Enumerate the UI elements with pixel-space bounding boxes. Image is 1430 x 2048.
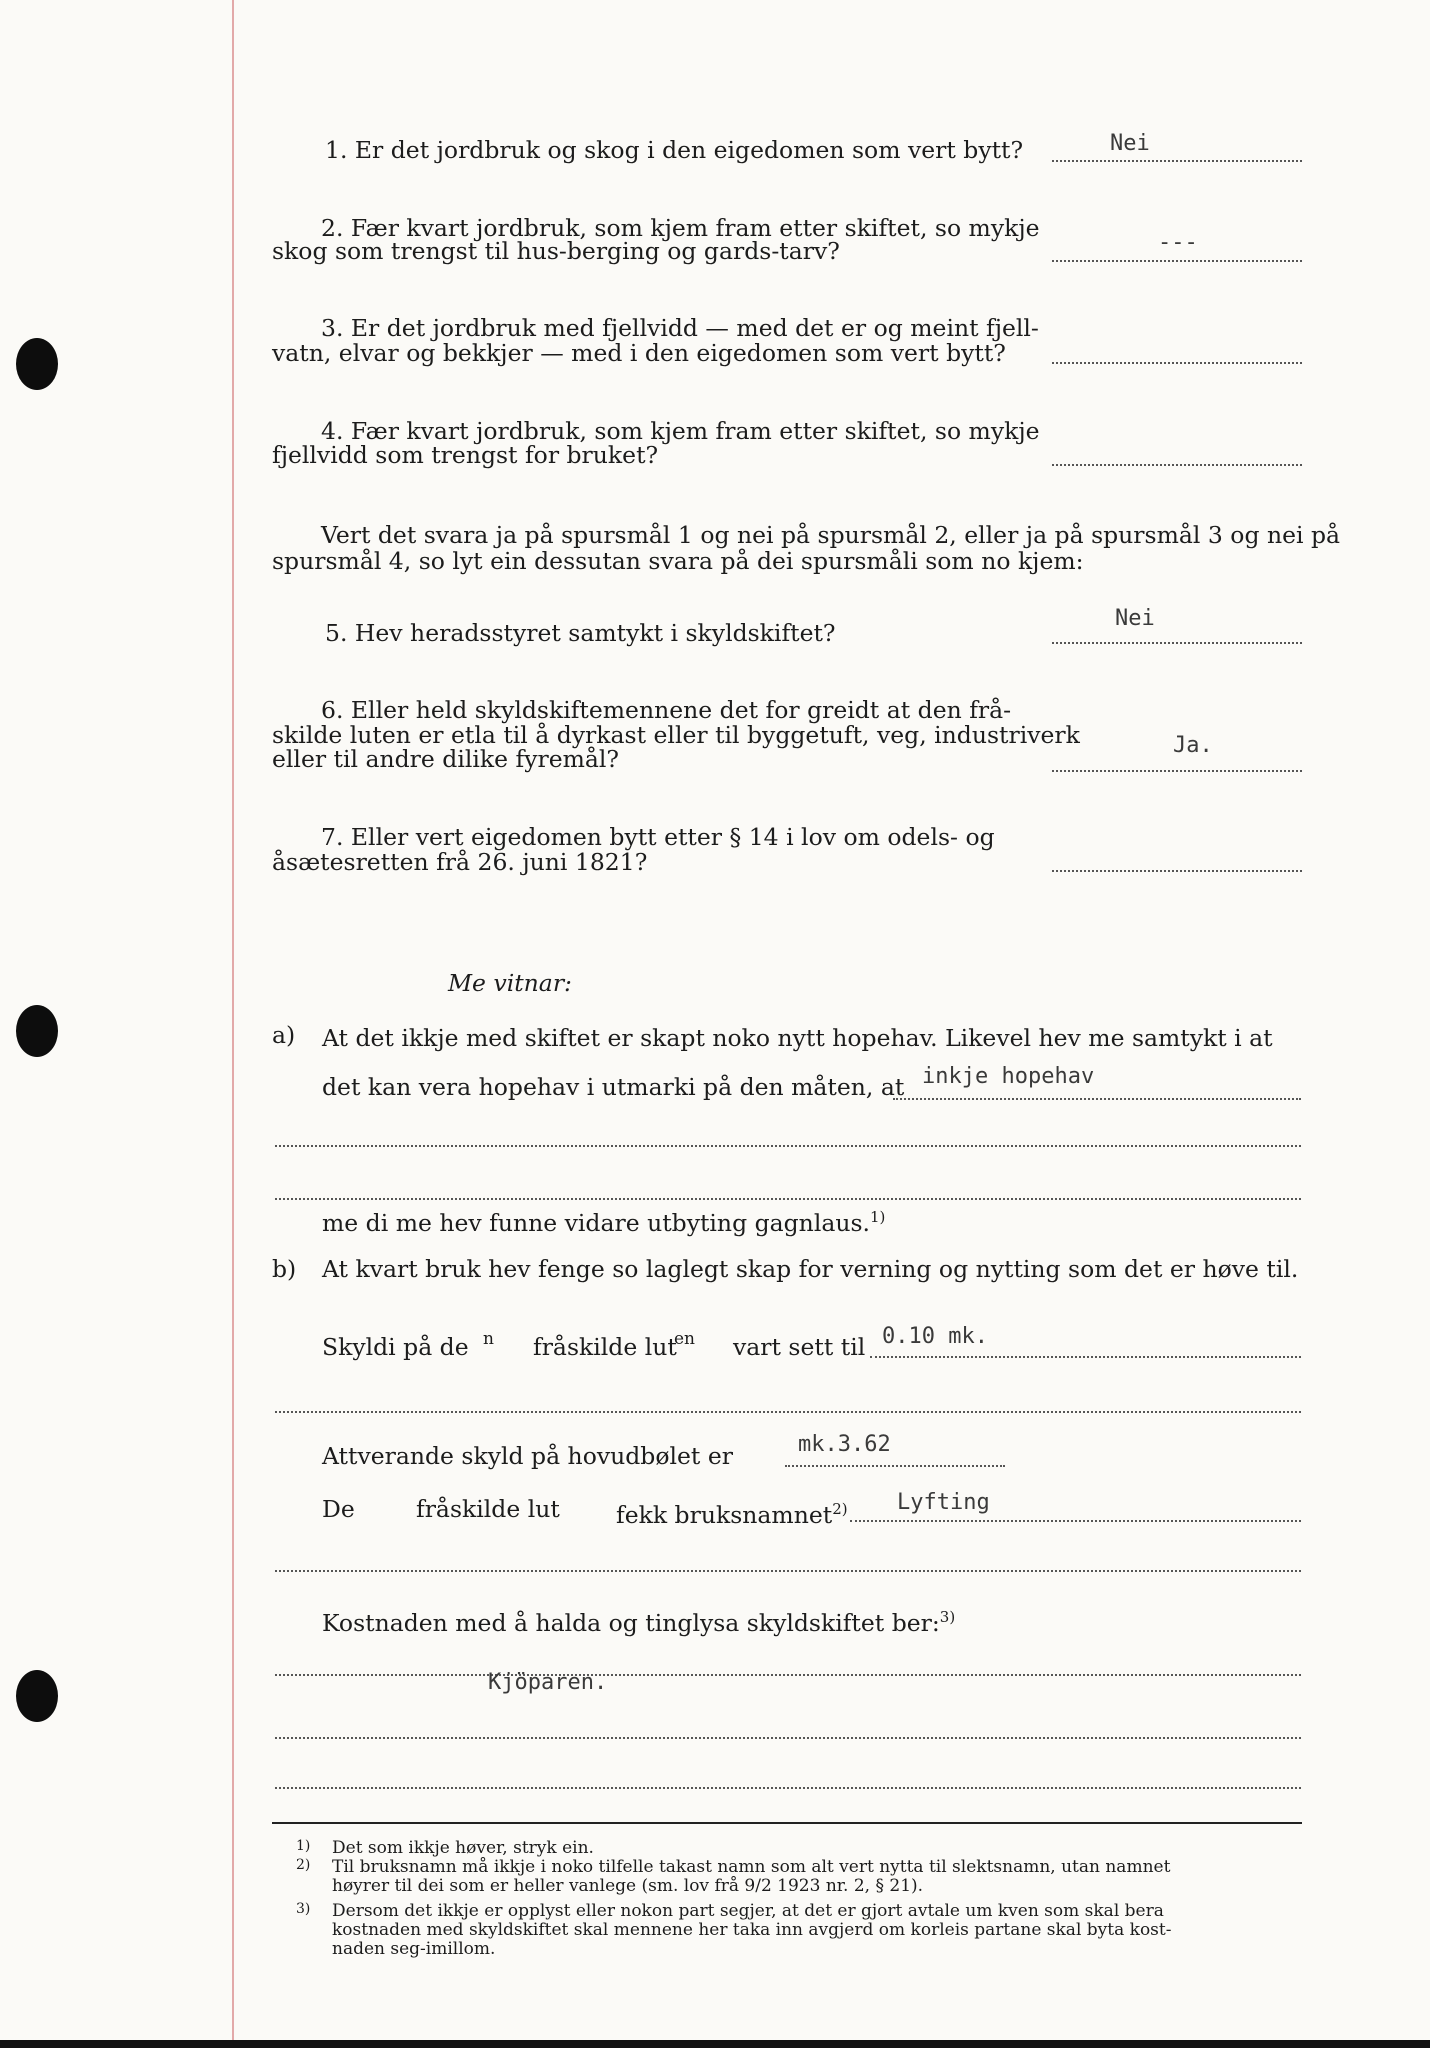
footnote-ref: 3) — [939, 1608, 956, 1626]
answer-line — [785, 1465, 1005, 1467]
closing-text: me di me hev funne vidare utbyting gagnlaus. — [322, 1208, 871, 1237]
footnote-2-line2: høyrer til dei som er heller vanlege (sm. lov frå 9/2 1923 nr. 2, § 21). — [332, 1876, 924, 1896]
bruksnamn-text — [616, 1496, 848, 1529]
question-number: 2. — [321, 214, 344, 242]
answer-line — [893, 1098, 1301, 1100]
witness-a-line1: At det ikkje med skiftet er skapt noko nytt hopehav. Likevel hev me samtykt i at — [322, 1024, 1273, 1052]
answer-q1: Nei — [1110, 131, 1150, 156]
de-text: De — [322, 1495, 355, 1523]
blank-line — [275, 1570, 1301, 1572]
question-text: Er det jordbruk og skog i den eigedomen som vert bytt? — [354, 136, 1024, 164]
question-3-line1 — [321, 315, 1039, 342]
question-6-line3: eller til andre dilike fyremål? — [272, 745, 620, 773]
question-text: Fær kvart jordbruk, som kjem fram etter skiftet, so mykje — [350, 417, 1040, 445]
footnote-3-line1: Dersom det ikkje er opplyst eller nokon part segjer, at det er gjort avtale um kven som skal bera — [332, 1901, 1164, 1921]
punch-hole — [16, 338, 58, 390]
answer-line — [1052, 642, 1302, 644]
footnote-2-line1: Til bruksnamn må ikkje i noko tilfelle takast namn som alt vert nytta til slektsnamn, utan namnet — [332, 1857, 1171, 1877]
question-4-line2: fjellvidd som trengst for bruket? — [272, 441, 659, 469]
witness-a-closing — [322, 1204, 885, 1237]
question-number: 3. — [321, 314, 344, 342]
answer-attverande: mk.3.62 — [798, 1432, 891, 1457]
question-number: 1. — [325, 136, 348, 164]
witness-b-line1: At kvart bruk hev fenge so laglegt skap for verning og nytting som det er høve til. — [322, 1255, 1299, 1283]
answer-hopehav: inkje hopehav — [922, 1064, 1095, 1089]
footnote-2-mark: 2) — [296, 1857, 311, 1873]
witness-a-label: a) — [272, 1021, 296, 1049]
answer-line — [1052, 870, 1302, 872]
answer-line — [1052, 260, 1302, 262]
page-margin-line — [232, 0, 234, 2040]
witness-a-line2: det kan vera hopehav i utmarki på den måten, at — [322, 1073, 905, 1101]
blank-line — [275, 1674, 1301, 1676]
footnote-3-mark: 3) — [296, 1901, 311, 1917]
vart-sett-text: vart sett til — [733, 1333, 866, 1361]
question-7-line1 — [321, 824, 995, 851]
question-5 — [325, 620, 836, 647]
witness-heading: Me vitnar: — [448, 969, 572, 997]
answer-q2: --- — [1158, 230, 1198, 255]
answer-kostnad: Kjöparen. — [488, 1670, 608, 1695]
question-text: Fær kvart jordbruk, som kjem fram etter skiftet, so mykje — [350, 214, 1040, 242]
punch-hole — [16, 1670, 58, 1722]
blank-line — [275, 1787, 1301, 1789]
answer-q6: Ja. — [1173, 733, 1213, 758]
question-number: 5. — [325, 619, 348, 647]
instruction-line2: spursmål 4, so lyt ein dessutan svara på dei spursmåli som no kjem: — [272, 547, 1084, 575]
bruksnamn-label: fekk bruksnamnet — [616, 1500, 833, 1529]
question-6-line2: skilde luten er etla til å dyrkast eller til byggetuft, veg, industriverk — [272, 721, 1080, 749]
skyldi-superscript: n — [483, 1329, 494, 1349]
instruction-line1: Vert det svara ja på spursmål 1 og nei på spursmål 2, eller ja på spursmål 3 og nei på — [321, 521, 1341, 549]
fraskilde-superscript: en — [674, 1329, 696, 1349]
blank-line — [275, 1411, 1301, 1413]
footnote-3-line3: naden seg-imillom. — [332, 1939, 496, 1959]
question-text: Eller vert eigedomen bytt etter § 14 i lov om odels- og — [350, 823, 995, 851]
question-number: 4. — [321, 417, 344, 445]
footnote-ref: 1) — [870, 1208, 886, 1226]
answer-line — [1052, 464, 1302, 466]
answer-skyld: 0.10 mk. — [882, 1324, 988, 1349]
question-text: Eller held skyldskiftemennene det for greidt at den frå- — [350, 696, 1012, 724]
footnote-separator — [272, 1822, 1302, 1824]
question-3-line2: vatn, elvar og bekkjer — med i den eigedomen som vert bytt? — [272, 339, 1006, 367]
question-6-line1 — [321, 697, 1011, 724]
answer-line — [1052, 362, 1302, 364]
question-7-line2: åsætesretten frå 26. juni 1821? — [272, 848, 648, 876]
fraskilde-lut-text: fråskilde lut — [416, 1495, 560, 1523]
answer-line — [1052, 160, 1302, 162]
answer-line — [850, 1520, 1301, 1522]
scan-border — [0, 2040, 1430, 2048]
kostnad-label: Kostnaden med å halda og tinglysa skyldskiftet ber: — [322, 1608, 940, 1637]
punch-hole — [16, 1005, 58, 1057]
kostnad-text — [322, 1604, 955, 1637]
question-number: 6. — [321, 696, 344, 724]
question-text: Hev heradsstyret samtykt i skyldskiftet? — [354, 619, 836, 647]
blank-line — [275, 1198, 1301, 1200]
skyldi-text: Skyldi på de — [322, 1333, 469, 1361]
fraskilde-text: fråskilde lut — [533, 1333, 677, 1361]
footnote-ref: 2) — [832, 1500, 848, 1518]
footnote-1: Det som ikkje høver, stryk ein. — [332, 1838, 594, 1858]
answer-bruksnamn: Lyfting — [897, 1490, 990, 1515]
footnote-1-mark: 1) — [296, 1838, 311, 1854]
blank-line — [275, 1737, 1301, 1739]
footnote-3-line2: kostnaden med skyldskiftet skal mennene her taka inn avgjerd om korleis partane skal byta kost- — [332, 1920, 1172, 1940]
attverande-text: Attverande skyld på hovudbølet er — [322, 1442, 733, 1470]
answer-line — [870, 1356, 1301, 1358]
blank-line — [275, 1145, 1301, 1147]
question-number: 7. — [321, 823, 344, 851]
question-1 — [325, 137, 1023, 164]
witness-b-label: b) — [272, 1255, 297, 1283]
answer-line — [1052, 770, 1302, 772]
answer-q5: Nei — [1115, 606, 1155, 631]
question-text: Er det jordbruk med fjellvidd — med det er og meint fjell- — [350, 314, 1039, 342]
question-2-line2: skog som trengst til hus-berging og gards-tarv? — [272, 237, 840, 265]
